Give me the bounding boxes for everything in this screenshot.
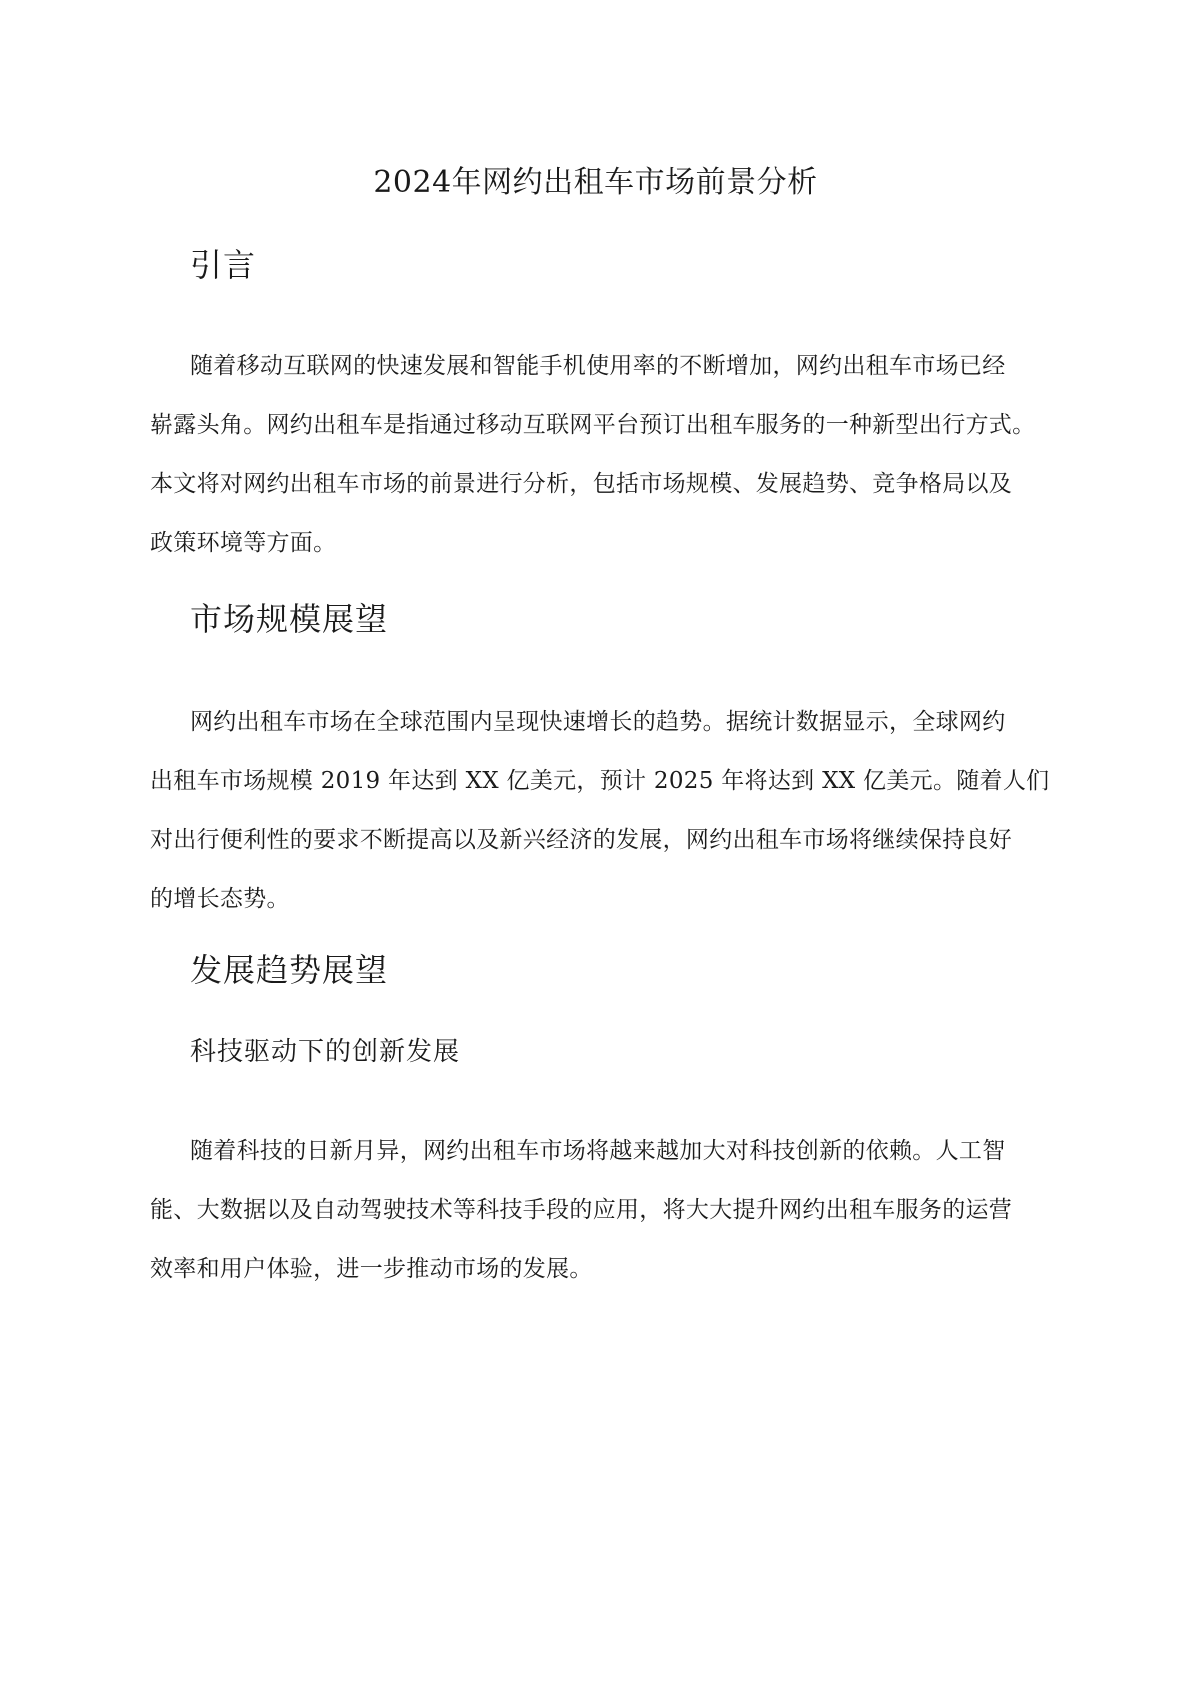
paragraph-introduction: [150, 337, 1055, 573]
subsection-heading-tech-innovation: 科技驱动下的创新发展: [190, 1037, 461, 1067]
paragraph-line: 崭露头角。网约出租车是指通过移动互联网平台预订出租车服务的一种新型出行方式。: [150, 412, 1036, 438]
paragraph-tech-innovation: [150, 1122, 1055, 1299]
section-heading-development-trends: 发展趋势展望: [190, 951, 389, 989]
document-title: 2024年网约出租车市场前景分析: [373, 165, 818, 200]
paragraph-line: 网约出租车市场在全球范围内呈现快速增长的趋势。据统计数据显示，全球网约: [190, 709, 1006, 735]
paragraph-line: 能、大数据以及自动驾驶技术等科技手段的应用，将大大提升网约出租车服务的运营: [150, 1197, 1013, 1223]
section-heading-introduction: 引言: [190, 246, 257, 284]
paragraph-line: 随着科技的日新月异，网约出租车市场将越来越加大对科技创新的依赖。人工智: [190, 1138, 1006, 1164]
paragraph-line: 出租车市场规模 2019 年达到 XX 亿美元，预计 2025 年将达到 XX 亿美元。随着人们: [150, 768, 1050, 794]
paragraph-line: 本文将对网约出租车市场的前景进行分析，包括市场规模、发展趋势、竞争格局以及: [150, 471, 1013, 497]
paragraph-line: 政策环境等方面。: [150, 530, 337, 556]
paragraph-line: 的增长态势。: [150, 886, 290, 912]
paragraph-line: 对出行便利性的要求不断提高以及新兴经济的发展，网约出租车市场将继续保持良好: [150, 827, 1013, 853]
paragraph-line: 随着移动互联网的快速发展和智能手机使用率的不断增加，网约出租车市场已经: [190, 353, 1006, 379]
paragraph-market-size: [150, 693, 1055, 929]
paragraph-line: 效率和用户体验，进一步推动市场的发展。: [150, 1256, 593, 1282]
section-heading-market-size: 市场规模展望: [190, 600, 389, 638]
